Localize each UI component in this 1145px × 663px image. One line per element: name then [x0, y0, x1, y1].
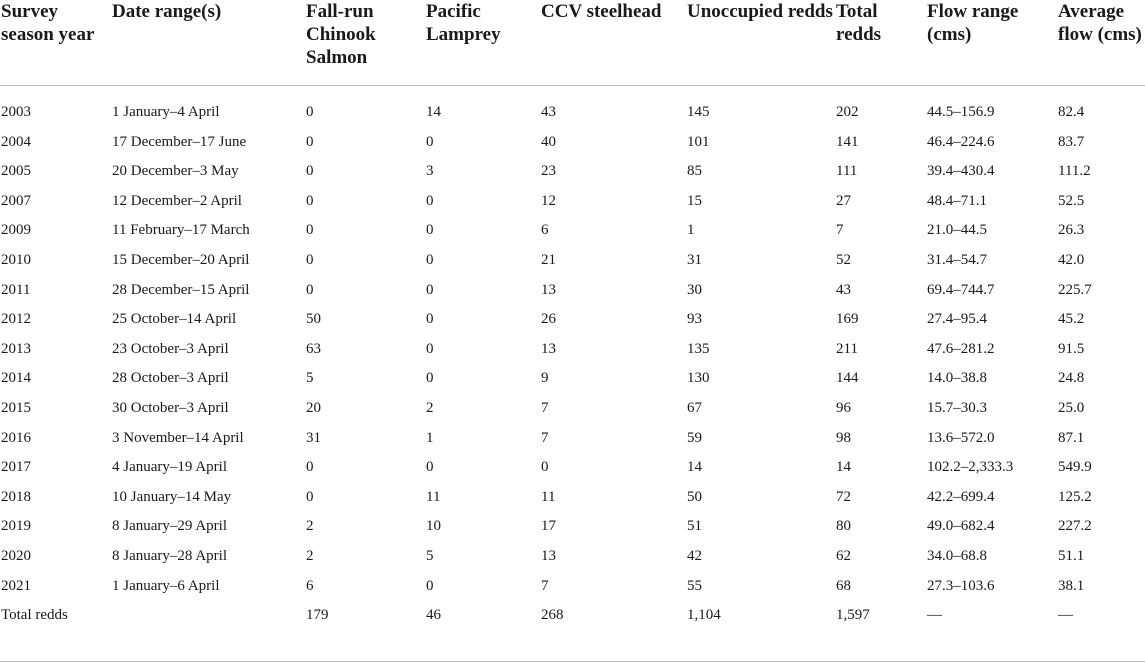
table-row [0, 512, 1145, 542]
total-cell: 46 [426, 607, 441, 624]
table-cell: 20 December–3 May [112, 163, 239, 180]
header-date-ranges: Date range(s) [111, 0, 305, 86]
table-cell: 111 [836, 163, 858, 180]
table-cell: 4 January–19 April [112, 459, 227, 476]
table-cell: 7 [836, 222, 844, 239]
table-cell: 17 [541, 518, 556, 535]
table-cell: 14 [687, 459, 702, 476]
table-cell: 2007 [1, 192, 31, 209]
table-cell: 11 [541, 488, 556, 505]
table-cell: 82.4 [1058, 104, 1085, 120]
table-cell: 27 [836, 192, 851, 209]
header-row [0, 0, 1145, 86]
table-cell: 23 October–3 April [112, 340, 229, 357]
table-cell: 46.4–224.6 [927, 133, 995, 150]
total-cell: 179 [306, 607, 329, 624]
table-cell: 144 [836, 370, 859, 387]
table-cell: 72 [836, 488, 851, 505]
table-cell: 2 [306, 518, 314, 535]
table-cell: 14.0–38.8 [927, 370, 987, 387]
table-cell: 549.9 [1058, 459, 1092, 476]
table-cell: 12 [541, 192, 556, 209]
total-cell: — [927, 607, 942, 624]
table-cell: 6 [541, 222, 549, 239]
table-cell: 0 [541, 459, 549, 476]
table-cell: 0 [426, 133, 434, 150]
table-cell: 13 [541, 547, 556, 564]
table-cell: 50 [687, 488, 702, 505]
table-row [0, 128, 1145, 158]
table-cell: 11 [426, 488, 441, 505]
table-row [0, 542, 1145, 572]
header-total-redds: Total redds [835, 0, 926, 86]
table-cell: 55 [687, 577, 702, 594]
table-cell: 68 [836, 577, 851, 594]
table-cell: 98 [836, 429, 851, 446]
table-cell: 141 [836, 133, 859, 150]
total-cell: — [1058, 607, 1073, 624]
table-cell: 2018 [1, 488, 31, 505]
table-cell: 1 January–4 April [112, 104, 220, 120]
table-cell: 52.5 [1058, 192, 1085, 209]
table-cell: 211 [836, 340, 858, 357]
table-cell: 5 [306, 370, 314, 387]
table-cell: 5 [426, 547, 434, 564]
table-cell: 2013 [1, 340, 31, 357]
table-cell: 2017 [1, 459, 31, 476]
table-cell: 80 [836, 518, 851, 535]
table-cell: 0 [426, 222, 434, 239]
table-cell: 42.0 [1058, 251, 1085, 268]
table-cell: 0 [426, 459, 434, 476]
table-cell: 20 [306, 399, 321, 416]
table-cell: 50 [306, 311, 321, 328]
table-cell: 0 [306, 459, 314, 476]
table-body [0, 86, 1145, 653]
table-cell: 2 [306, 547, 314, 564]
table-cell: 43 [541, 104, 556, 120]
table-cell: 15 [687, 192, 702, 209]
table-cell: 15.7–30.3 [927, 399, 987, 416]
table-cell: 30 [687, 281, 702, 298]
table-cell: 51 [687, 518, 702, 535]
table-cell: 34.0–68.8 [927, 547, 987, 564]
table-cell: 62 [836, 547, 851, 564]
table-cell: 2015 [1, 399, 31, 416]
table-cell: 2010 [1, 251, 31, 268]
header-ccv-steelhead: CCV steelhead [540, 0, 686, 86]
table-cell: 14 [426, 104, 441, 120]
header-pacific-lamprey: Pacific Lamprey [425, 0, 540, 86]
table-cell: 28 October–3 April [112, 370, 229, 387]
table-cell: 6 [306, 577, 314, 594]
table-row [0, 216, 1145, 246]
table-row [0, 157, 1145, 187]
table-cell: 0 [306, 222, 314, 239]
table-cell: 24.8 [1058, 370, 1085, 387]
table-cell: 31.4–54.7 [927, 251, 987, 268]
table-cell: 2011 [1, 281, 31, 298]
table-cell: 169 [836, 311, 859, 328]
table-cell: 39.4–430.4 [927, 163, 995, 180]
table-row [0, 187, 1145, 217]
table-cell: 2014 [1, 370, 31, 387]
table-cell: 23 [541, 163, 556, 180]
table-cell: 11 February–17 March [112, 222, 250, 239]
table-cell: 2003 [1, 104, 31, 120]
table-cell: 3 November–14 April [112, 429, 244, 446]
table-cell: 69.4–744.7 [927, 281, 995, 298]
table-cell: 21.0–44.5 [927, 222, 987, 239]
table-cell: 51.1 [1058, 547, 1085, 564]
table-cell: 0 [426, 311, 434, 328]
total-cell: Total redds [1, 607, 68, 624]
table-cell: 28 December–15 April [112, 281, 250, 298]
table-cell: 225.7 [1058, 281, 1092, 298]
table-row [0, 572, 1145, 602]
table-cell: 49.0–682.4 [927, 518, 995, 535]
table-row [0, 335, 1145, 365]
table-cell: 93 [687, 311, 702, 328]
table-cell: 2 [426, 399, 434, 416]
table-cell: 83.7 [1058, 133, 1085, 150]
table-cell: 0 [426, 192, 434, 209]
table-cell: 7 [541, 399, 549, 416]
table-cell: 2021 [1, 577, 31, 594]
table-cell: 7 [541, 429, 549, 446]
table-cell: 0 [306, 163, 314, 180]
table-cell: 0 [306, 104, 314, 120]
table-row [0, 246, 1145, 276]
table-cell: 47.6–281.2 [927, 340, 995, 357]
table-cell: 2012 [1, 311, 31, 328]
table-cell: 125.2 [1058, 488, 1092, 505]
table-cell: 227.2 [1058, 518, 1092, 535]
table-cell: 145 [687, 104, 710, 120]
table-cell: 3 [426, 163, 434, 180]
table-cell: 1 [687, 222, 695, 239]
table-cell: 63 [306, 340, 321, 357]
table-cell: 10 January–14 May [112, 488, 232, 505]
table-row [0, 86, 1145, 128]
table-cell: 111.2 [1058, 163, 1091, 180]
table-cell: 101 [687, 133, 710, 150]
table-cell: 8 January–29 April [112, 518, 227, 535]
table-row [0, 424, 1145, 454]
table-cell: 0 [306, 488, 314, 505]
header-fall-run-chinook-salmon: Fall-run Chinook Salmon [305, 0, 425, 86]
table-cell: 91.5 [1058, 340, 1085, 357]
table-cell: 17 December–17 June [112, 133, 247, 150]
table-cell: 96 [836, 399, 851, 416]
header-average-flow: Average flow (cms) [1057, 0, 1145, 86]
table-cell: 31 [687, 251, 702, 268]
table-row [0, 483, 1145, 513]
table-cell: 0 [426, 281, 434, 298]
table-cell: 2016 [1, 429, 31, 446]
table-row [0, 276, 1145, 306]
table-cell: 13.6–572.0 [927, 429, 995, 446]
table-cell: 7 [541, 577, 549, 594]
table-row [0, 364, 1145, 394]
table-cell: 27.3–103.6 [927, 577, 995, 594]
table-cell: 14 [836, 459, 851, 476]
table-cell: 0 [306, 192, 314, 209]
table-cell: 0 [306, 281, 314, 298]
header-unoccupied-redds: Unoccupied redds [686, 0, 835, 86]
table-cell: 2020 [1, 547, 31, 564]
table-cell: 30 October–3 April [112, 399, 229, 416]
table-cell: 42.2–699.4 [927, 488, 995, 505]
table-cell: 2004 [1, 133, 31, 150]
total-cell: 268 [541, 607, 564, 624]
table-cell: 0 [426, 370, 434, 387]
header-flow-range: Flow range (cms) [926, 0, 1057, 86]
table-cell: 25.0 [1058, 399, 1085, 416]
table-cell: 13 [541, 340, 556, 357]
table-cell: 21 [541, 251, 556, 268]
table-cell: 42 [687, 547, 702, 564]
table-header [0, 0, 1145, 86]
table-row [0, 453, 1145, 483]
table-cell: 15 December–20 April [112, 251, 250, 268]
table-cell: 45.2 [1058, 311, 1085, 328]
table-cell: 27.4–95.4 [927, 311, 987, 328]
table-cell: 26 [541, 311, 556, 328]
table-cell: 0 [306, 133, 314, 150]
header-survey-season-year: Survey season year [0, 0, 111, 86]
table-cell: 2005 [1, 163, 31, 180]
table-cell: 26.3 [1058, 222, 1085, 239]
table-cell: 52 [836, 251, 851, 268]
table-cell: 0 [426, 340, 434, 357]
total-cell: 1,104 [687, 607, 721, 624]
table-cell: 43 [836, 281, 851, 298]
table-cell: 85 [687, 163, 702, 180]
table-cell: 9 [541, 370, 549, 387]
total-cell [111, 601, 305, 652]
table-cell: 59 [687, 429, 702, 446]
table-cell: 25 October–14 April [112, 311, 237, 328]
table-cell: 1 January–6 April [112, 577, 220, 594]
table-cell: 8 January–28 April [112, 547, 227, 564]
table-row [0, 394, 1145, 424]
table-cell: 40 [541, 133, 556, 150]
table-cell: 135 [687, 340, 710, 357]
table-cell: 0 [306, 251, 314, 268]
table-cell: 67 [687, 399, 702, 416]
table-cell: 2019 [1, 518, 31, 535]
table-cell: 31 [306, 429, 321, 446]
table-bottom-rule [0, 661, 1145, 662]
table-cell: 102.2–2,333.3 [927, 459, 1014, 476]
table-cell: 2009 [1, 222, 31, 239]
table-cell: 0 [426, 577, 434, 594]
table-cell: 38.1 [1058, 577, 1085, 594]
table-cell: 0 [426, 251, 434, 268]
table-cell: 12 December–2 April [112, 192, 242, 209]
table-cell: 10 [426, 518, 441, 535]
total-row [0, 601, 1145, 652]
table-row [0, 305, 1145, 335]
table-cell: 1 [426, 429, 434, 446]
table-cell: 13 [541, 281, 556, 298]
total-cell: 1,597 [836, 607, 870, 624]
table-cell: 130 [687, 370, 710, 387]
table-cell: 87.1 [1058, 429, 1085, 446]
table-cell: 48.4–71.1 [927, 192, 987, 209]
table-cell: 44.5–156.9 [927, 104, 995, 120]
table-cell: 202 [836, 104, 859, 120]
